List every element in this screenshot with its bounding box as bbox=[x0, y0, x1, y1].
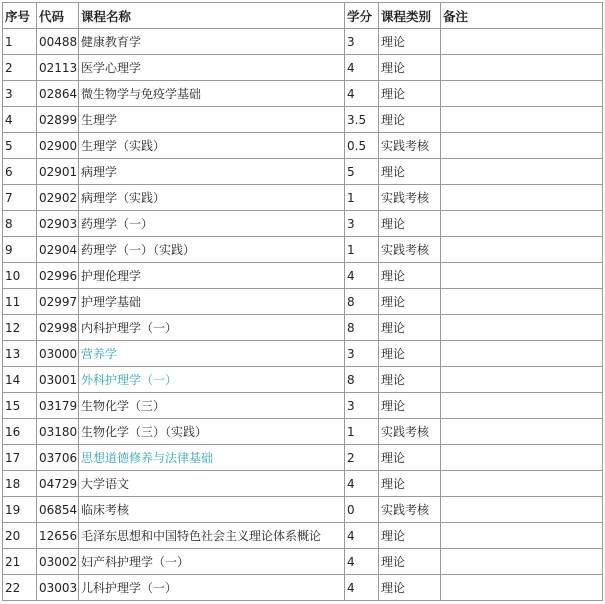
cell-credits: 8 bbox=[345, 315, 379, 341]
table-row bbox=[3, 315, 603, 341]
cell-course-type: 理论 bbox=[379, 107, 441, 133]
cell-code: 02864 bbox=[37, 81, 79, 107]
cell-credits: 4 bbox=[345, 55, 379, 81]
cell-notes bbox=[441, 315, 603, 341]
header-notes: 备注 bbox=[441, 3, 603, 29]
cell-credits: 4 bbox=[345, 523, 379, 549]
cell-index: 8 bbox=[3, 211, 37, 237]
cell-notes bbox=[441, 341, 603, 367]
cell-course-type: 理论 bbox=[379, 575, 441, 601]
cell-course-type: 理论 bbox=[379, 393, 441, 419]
cell-course-type: 理论 bbox=[379, 549, 441, 575]
cell-credits: 3 bbox=[345, 29, 379, 55]
cell-notes bbox=[441, 211, 603, 237]
cell-index: 20 bbox=[3, 523, 37, 549]
cell-index: 3 bbox=[3, 81, 37, 107]
cell-code: 02900 bbox=[37, 133, 79, 159]
cell-code: 06854 bbox=[37, 497, 79, 523]
cell-credits: 4 bbox=[345, 471, 379, 497]
cell-course-name: 护理学基础 bbox=[79, 289, 345, 315]
cell-notes bbox=[441, 263, 603, 289]
table-row bbox=[3, 471, 603, 497]
table-row bbox=[3, 185, 603, 211]
table-row bbox=[3, 341, 603, 367]
header-credits: 学分 bbox=[345, 3, 379, 29]
table-row bbox=[3, 289, 603, 315]
cell-course-type: 理论 bbox=[379, 211, 441, 237]
cell-course-type: 理论 bbox=[379, 367, 441, 393]
cell-course-type: 理论 bbox=[379, 55, 441, 81]
cell-course-type: 实践考核 bbox=[379, 237, 441, 263]
cell-course-name: 生物化学（三）（实践） bbox=[79, 419, 345, 445]
cell-course-type: 实践考核 bbox=[379, 497, 441, 523]
cell-credits: 2 bbox=[345, 445, 379, 471]
cell-notes bbox=[441, 549, 603, 575]
table-row bbox=[3, 575, 603, 601]
course-table bbox=[2, 2, 603, 601]
cell-notes bbox=[441, 575, 603, 601]
cell-credits: 4 bbox=[345, 81, 379, 107]
cell-course-type: 理论 bbox=[379, 445, 441, 471]
cell-code: 02997 bbox=[37, 289, 79, 315]
table-row bbox=[3, 81, 603, 107]
cell-credits: 1 bbox=[345, 185, 379, 211]
cell-code: 03179 bbox=[37, 393, 79, 419]
cell-code: 03003 bbox=[37, 575, 79, 601]
table-row bbox=[3, 55, 603, 81]
cell-notes bbox=[441, 471, 603, 497]
cell-course-type: 实践考核 bbox=[379, 133, 441, 159]
table-row bbox=[3, 393, 603, 419]
course-name-link[interactable]: 营养学 bbox=[79, 341, 345, 367]
cell-notes bbox=[441, 185, 603, 211]
cell-code: 03002 bbox=[37, 549, 79, 575]
cell-index: 13 bbox=[3, 341, 37, 367]
cell-credits: 8 bbox=[345, 367, 379, 393]
cell-index: 4 bbox=[3, 107, 37, 133]
cell-course-type: 理论 bbox=[379, 159, 441, 185]
cell-course-type: 理论 bbox=[379, 289, 441, 315]
cell-credits: 1 bbox=[345, 237, 379, 263]
table-header-row bbox=[3, 3, 603, 29]
table-row bbox=[3, 133, 603, 159]
cell-course-type: 理论 bbox=[379, 29, 441, 55]
cell-course-name: 护理伦理学 bbox=[79, 263, 345, 289]
course-name-link[interactable]: 外科护理学（一） bbox=[79, 367, 345, 393]
cell-credits: 0 bbox=[345, 497, 379, 523]
table-body bbox=[3, 29, 603, 601]
cell-index: 10 bbox=[3, 263, 37, 289]
cell-course-name: 生物化学（三） bbox=[79, 393, 345, 419]
cell-code: 02113 bbox=[37, 55, 79, 81]
cell-code: 02996 bbox=[37, 263, 79, 289]
cell-credits: 3 bbox=[345, 393, 379, 419]
cell-notes bbox=[441, 393, 603, 419]
cell-index: 9 bbox=[3, 237, 37, 263]
cell-code: 02904 bbox=[37, 237, 79, 263]
cell-notes bbox=[441, 237, 603, 263]
cell-course-type: 理论 bbox=[379, 341, 441, 367]
cell-course-name: 药理学（一） bbox=[79, 211, 345, 237]
cell-code: 02902 bbox=[37, 185, 79, 211]
cell-index: 15 bbox=[3, 393, 37, 419]
cell-course-name: 药理学（一）（实践） bbox=[79, 237, 345, 263]
cell-code: 02998 bbox=[37, 315, 79, 341]
cell-notes bbox=[441, 29, 603, 55]
cell-credits: 3 bbox=[345, 211, 379, 237]
cell-credits: 3.5 bbox=[345, 107, 379, 133]
table-row bbox=[3, 159, 603, 185]
cell-notes bbox=[441, 445, 603, 471]
cell-index: 22 bbox=[3, 575, 37, 601]
cell-notes bbox=[441, 419, 603, 445]
table-row bbox=[3, 107, 603, 133]
header-index: 序号 bbox=[3, 3, 37, 29]
cell-course-name: 儿科护理学（一） bbox=[79, 575, 345, 601]
cell-code: 03180 bbox=[37, 419, 79, 445]
header-code: 代码 bbox=[37, 3, 79, 29]
cell-course-name: 妇产科护理学（一） bbox=[79, 549, 345, 575]
cell-index: 2 bbox=[3, 55, 37, 81]
table-row bbox=[3, 445, 603, 471]
cell-credits: 5 bbox=[345, 159, 379, 185]
cell-credits: 8 bbox=[345, 289, 379, 315]
cell-notes bbox=[441, 497, 603, 523]
cell-credits: 4 bbox=[345, 263, 379, 289]
table-row bbox=[3, 419, 603, 445]
cell-credits: 3 bbox=[345, 341, 379, 367]
table-row bbox=[3, 211, 603, 237]
cell-code: 04729 bbox=[37, 471, 79, 497]
cell-notes bbox=[441, 523, 603, 549]
cell-course-name: 病理学（实践） bbox=[79, 185, 345, 211]
cell-course-type: 理论 bbox=[379, 81, 441, 107]
cell-code: 03706 bbox=[37, 445, 79, 471]
cell-code: 02903 bbox=[37, 211, 79, 237]
header-course-type: 课程类别 bbox=[379, 3, 441, 29]
cell-notes bbox=[441, 289, 603, 315]
cell-notes bbox=[441, 133, 603, 159]
cell-credits: 4 bbox=[345, 549, 379, 575]
cell-course-name: 毛泽东思想和中国特色社会主义理论体系概论 bbox=[79, 523, 345, 549]
cell-index: 7 bbox=[3, 185, 37, 211]
table-row bbox=[3, 523, 603, 549]
cell-credits: 4 bbox=[345, 575, 379, 601]
cell-course-name: 生理学（实践） bbox=[79, 133, 345, 159]
cell-course-name: 内科护理学（一） bbox=[79, 315, 345, 341]
cell-credits: 1 bbox=[345, 419, 379, 445]
table-row bbox=[3, 29, 603, 55]
cell-index: 14 bbox=[3, 367, 37, 393]
cell-notes bbox=[441, 55, 603, 81]
cell-course-name: 病理学 bbox=[79, 159, 345, 185]
cell-course-type: 理论 bbox=[379, 471, 441, 497]
cell-index: 21 bbox=[3, 549, 37, 575]
cell-course-name: 微生物学与免疫学基础 bbox=[79, 81, 345, 107]
header-course-name: 课程名称 bbox=[79, 3, 345, 29]
cell-course-type: 理论 bbox=[379, 263, 441, 289]
cell-index: 1 bbox=[3, 29, 37, 55]
table-row bbox=[3, 549, 603, 575]
cell-code: 00488 bbox=[37, 29, 79, 55]
cell-course-name: 生理学 bbox=[79, 107, 345, 133]
table-row bbox=[3, 497, 603, 523]
cell-index: 12 bbox=[3, 315, 37, 341]
cell-code: 02899 bbox=[37, 107, 79, 133]
cell-index: 18 bbox=[3, 471, 37, 497]
cell-index: 16 bbox=[3, 419, 37, 445]
cell-course-name: 临床考核 bbox=[79, 497, 345, 523]
cell-course-type: 理论 bbox=[379, 315, 441, 341]
cell-course-name: 医学心理学 bbox=[79, 55, 345, 81]
cell-code: 12656 bbox=[37, 523, 79, 549]
course-name-link[interactable]: 思想道德修养与法律基础 bbox=[79, 445, 345, 471]
cell-code: 03001 bbox=[37, 367, 79, 393]
cell-course-type: 理论 bbox=[379, 523, 441, 549]
cell-index: 5 bbox=[3, 133, 37, 159]
table-row bbox=[3, 237, 603, 263]
cell-code: 03000 bbox=[37, 341, 79, 367]
cell-course-name: 大学语文 bbox=[79, 471, 345, 497]
cell-credits: 0.5 bbox=[345, 133, 379, 159]
table-row bbox=[3, 263, 603, 289]
cell-notes bbox=[441, 367, 603, 393]
cell-course-name: 健康教育学 bbox=[79, 29, 345, 55]
cell-index: 17 bbox=[3, 445, 37, 471]
cell-notes bbox=[441, 81, 603, 107]
cell-index: 19 bbox=[3, 497, 37, 523]
cell-index: 11 bbox=[3, 289, 37, 315]
table-row bbox=[3, 367, 603, 393]
cell-notes bbox=[441, 159, 603, 185]
cell-notes bbox=[441, 107, 603, 133]
cell-index: 6 bbox=[3, 159, 37, 185]
cell-code: 02901 bbox=[37, 159, 79, 185]
cell-course-type: 实践考核 bbox=[379, 185, 441, 211]
cell-course-type: 实践考核 bbox=[379, 419, 441, 445]
